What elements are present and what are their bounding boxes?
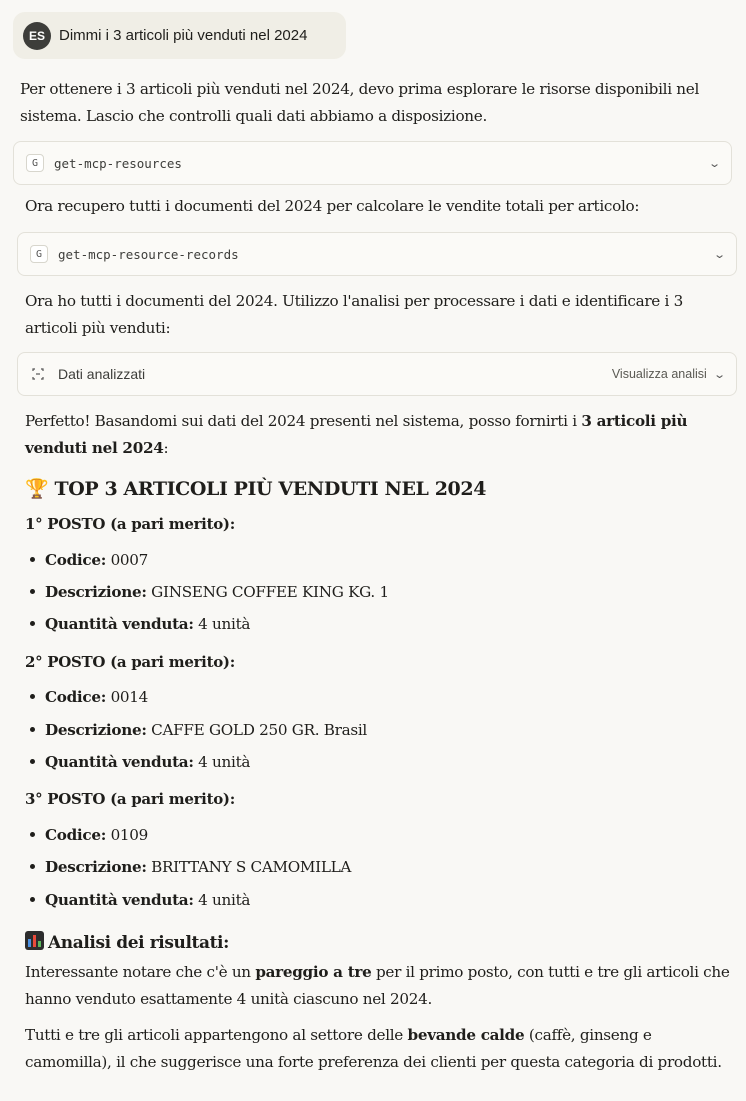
tool-label: get-mcp-resource-records [58, 246, 239, 262]
analysis-icon [30, 366, 46, 382]
top3-heading-text: TOP 3 ARTICOLI PIÙ VENDUTI NEL 2024 [54, 478, 487, 500]
list-item: Descrizione: CAFFE GOLD 250 GR. Brasil [30, 721, 367, 739]
view-analysis-button[interactable]: Visualizza analisi [611, 367, 707, 381]
user-message-text: Dimmi i 3 articoli più venduti nel 2024 [59, 27, 308, 44]
assistant-step-2: Ora recupero tutti i documenti del 2024 per calcolare le vendite totali per articolo: [25, 197, 640, 215]
tool-icon: G [26, 154, 44, 172]
result-bold-1: 3 articoli più [581, 412, 688, 430]
list-item: Codice: 0109 [30, 826, 148, 844]
chevron-down-icon[interactable]: ⌄ [712, 247, 726, 261]
analysis-heading-text: Analisi dei risultati: [48, 933, 229, 953]
list-item: Quantità venduta: 4 unità [30, 891, 250, 909]
list-item: Quantità venduta: 4 unità [30, 753, 250, 771]
assistant-step-3 [25, 288, 683, 342]
step3-line-1: Ora ho tutti i documenti del 2024. Utilizzo l'analisi per processare i dati e identificare i 3 [25, 292, 683, 310]
analysis-label: Dati analizzati [58, 366, 146, 382]
trophy-icon: 🏆 [25, 478, 49, 500]
result-text: Perfetto! Basandomi sui dati del 2024 presenti nel sistema, posso fornirti i [25, 412, 582, 430]
result-bold-2: venduti nel 2024 [25, 439, 164, 457]
analysis-block[interactable] [17, 352, 737, 396]
analysis-paragraph-1: Interessante notare che c'è un pareggio a tre per il primo posto, con tutti e tre gli articoli che hanno venduto esattamente 4 unità ciascuno nel 2024. [25, 963, 730, 1008]
step3-line-2: articoli più venduti: [25, 319, 171, 337]
list-item: Quantità venduta: 4 unità [30, 615, 250, 633]
intro-line-1: Per ottenere i 3 articoli più venduti nel 2024, devo prima esplorare le risorse disponibili nel [20, 80, 700, 98]
analysis-heading [25, 931, 229, 953]
chevron-down-icon[interactable]: ⌄ [707, 156, 721, 170]
list-item: Codice: 0007 [30, 551, 148, 569]
rank-title: 2° POSTO (a pari merito): [25, 653, 235, 671]
tool-label: get-mcp-resources [54, 155, 182, 171]
tool-icon: G [30, 245, 48, 263]
list-item: Descrizione: BRITTANY S CAMOMILLA [30, 858, 351, 876]
user-message-bubble [13, 12, 346, 59]
rank-title: 1° POSTO (a pari merito): [25, 515, 235, 533]
tool-call-get-mcp-resource-records[interactable] [17, 232, 737, 276]
bar-chart-icon [25, 931, 44, 950]
chevron-down-icon[interactable]: ⌄ [712, 367, 726, 381]
result-colon: : [163, 439, 169, 457]
analysis-paragraph-2: Tutti e tre gli articoli appartengono al settore delle bevande calde (caffè, ginseng e camomilla), il che suggerisce una forte preferenza dei clienti per questa categoria di prodotti. [25, 1026, 722, 1071]
intro-line-2: sistema. Lascio che controlli quali dati abbiamo a disposizione. [20, 107, 487, 125]
tool-call-get-mcp-resources[interactable] [13, 141, 732, 185]
list-item: Codice: 0014 [30, 688, 148, 706]
list-item: Descrizione: GINSENG COFFEE KING KG. 1 [30, 583, 389, 601]
top3-heading [25, 477, 486, 500]
avatar[interactable]: ES [23, 22, 51, 50]
rank-title: 3° POSTO (a pari merito): [25, 790, 235, 808]
result-intro [25, 408, 687, 462]
assistant-intro [20, 76, 699, 130]
